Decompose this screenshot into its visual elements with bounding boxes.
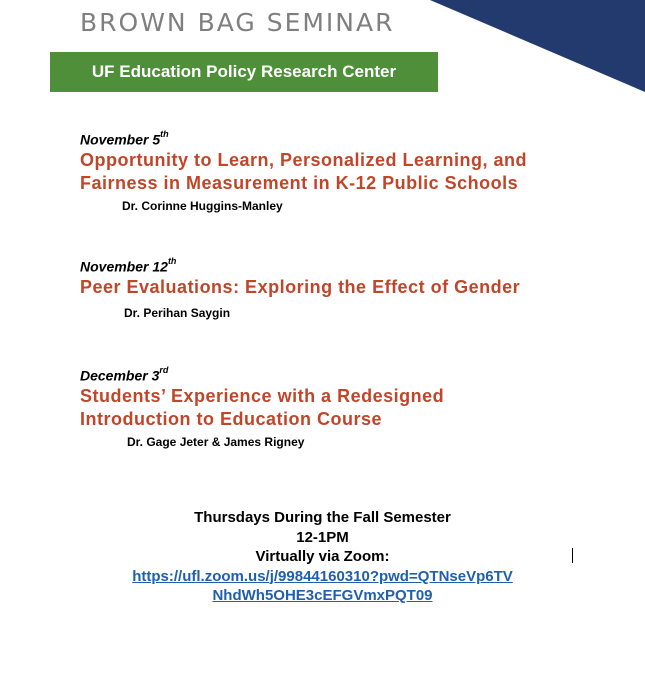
session-title: Opportunity to Learn, Personalized Learning, and Fairness in Measurement in K-12 Public Schools bbox=[80, 149, 528, 193]
zoom-link[interactable] bbox=[0, 567, 645, 606]
session-date: November 12th bbox=[80, 256, 177, 275]
zoom-link-line1[interactable]: https://ufl.zoom.us/j/99844160310?pwd=QTNseVp6TV bbox=[132, 567, 513, 585]
event-details bbox=[0, 508, 645, 606]
session-speaker: Dr. Gage Jeter & James Rigney bbox=[127, 434, 305, 449]
session-title: Peer Evaluations: Exploring the Effect of Gender bbox=[80, 276, 521, 297]
time-text: 12-1PM bbox=[296, 528, 349, 546]
session-date: December 3rd bbox=[80, 365, 169, 384]
session-1 bbox=[80, 127, 620, 214]
schedule-text: Thursdays During the Fall Semester bbox=[194, 509, 451, 526]
text-cursor bbox=[572, 548, 573, 563]
session-date: November 5th bbox=[80, 129, 169, 148]
location-text: Virtually via Zoom: bbox=[255, 548, 390, 565]
session-speaker: Dr. Perihan Saygin bbox=[124, 305, 231, 320]
organization-banner: UF Education Policy Research Center bbox=[50, 52, 438, 92]
session-speaker: Dr. Corinne Huggins-Manley bbox=[122, 198, 283, 213]
session-3 bbox=[80, 363, 620, 450]
session-title: Students’ Experience with a Redesigned Introduction to Education Course bbox=[80, 385, 445, 429]
zoom-link-line2[interactable]: NhdWh5OHE3cEFGVmxPQT09 bbox=[212, 587, 433, 604]
session-2 bbox=[80, 254, 620, 321]
series-title: BROWN BAG SEMINAR bbox=[80, 8, 395, 37]
